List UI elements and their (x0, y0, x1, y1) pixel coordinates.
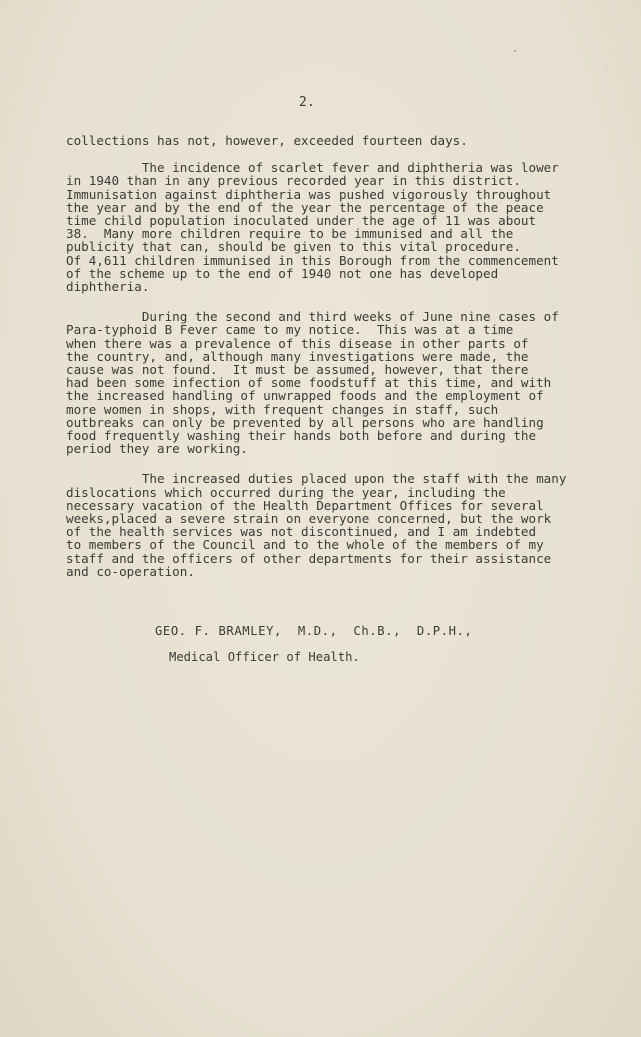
paper-speck (514, 50, 516, 52)
signature-name: GEO. F. BRAMLEY, M.D., Ch.B., D.P.H., (155, 624, 473, 638)
paper-speck (606, 66, 607, 67)
paragraph-2: The incidence of scarlet fever and diphtheria was lower in 1940 than in any previous recorded year in this district. Immunisation against diphtheria was pushed vigorously throughout the year and by the end of the year the percentage of the peace time child population inoculated under the age of 11 was about 38. Many more children require to be immunised and all the publicity that can, should be given to this vital procedure. Of 4,611 children immunised in this Borough from the commencement of the scheme up to the end of 1940 not one has developed diphtheria. (66, 160, 559, 295)
paragraph-3: During the second and third weeks of June nine cases of Para-typhoid B Fever came to my notice. This was at a time when there was a prevalence of this disease in other parts of the country, and, although many investigations were made, the cause was not found. It must be assumed, however, that there had been some infection of some foodstuff at this time, and with the increased handling of unwrapped foods and the employment of more women in shops, with frequent changes in staff, such outbreaks can only be prevented by all persons who are handling food frequently washing their hands both before and during the period they are working. (66, 309, 559, 457)
paragraph-1: collections has not, however, exceeded fourteen days. (66, 133, 468, 148)
page-number: 2. (299, 95, 315, 110)
signature-title: Medical Officer of Health. (169, 650, 360, 664)
paragraph-4: The increased duties placed upon the staff with the many dislocations which occurred during the year, including the necessary vacation of the Health Department Offices for several weeks,placed a severe strain on everyone concerned, but the work of the health services was not discontinued, and I am indebted to members of the Council and to the whole of the members of my staff and the officers of other departments for their assistance and co-operation. (66, 471, 567, 579)
letter-body (66, 134, 596, 595)
